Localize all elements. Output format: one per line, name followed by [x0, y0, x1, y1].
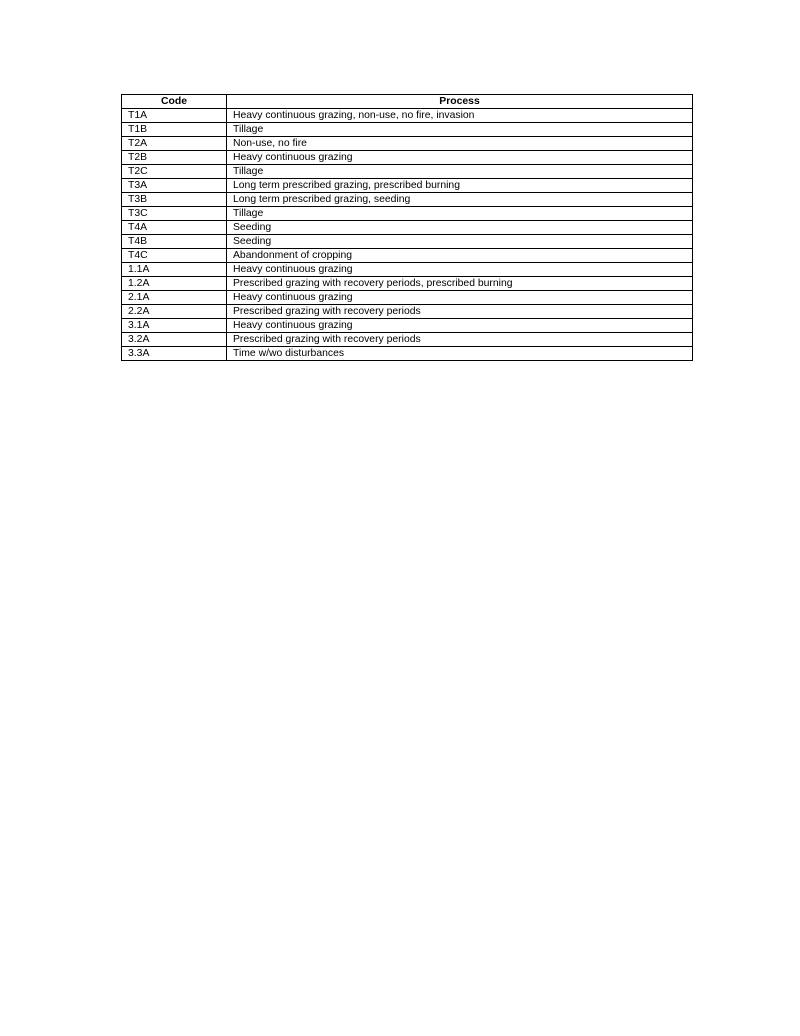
code-cell: T4C	[122, 249, 227, 263]
table-row	[122, 109, 693, 123]
code-cell: T2B	[122, 151, 227, 165]
code-cell: 2.2A	[122, 305, 227, 319]
code-cell: T2A	[122, 137, 227, 151]
process-cell: Tillage	[227, 207, 693, 221]
table-row	[122, 221, 693, 235]
table-row	[122, 193, 693, 207]
process-cell: Tillage	[227, 123, 693, 137]
process-table	[121, 94, 693, 361]
process-cell: Tillage	[227, 165, 693, 179]
process-cell: Abandonment of cropping	[227, 249, 693, 263]
table-row	[122, 249, 693, 263]
code-cell: T2C	[122, 165, 227, 179]
process-cell: Prescribed grazing with recovery periods, prescribed burning	[227, 277, 693, 291]
table-row	[122, 151, 693, 165]
process-cell: Heavy continuous grazing	[227, 263, 693, 277]
code-cell: T3A	[122, 179, 227, 193]
process-cell: Seeding	[227, 221, 693, 235]
code-cell: T1A	[122, 109, 227, 123]
table-row	[122, 179, 693, 193]
code-cell: 1.1A	[122, 263, 227, 277]
table-row	[122, 137, 693, 151]
code-cell: 3.3A	[122, 347, 227, 361]
table-row	[122, 291, 693, 305]
code-cell: 3.1A	[122, 319, 227, 333]
table-row	[122, 333, 693, 347]
code-cell: 1.2A	[122, 277, 227, 291]
process-cell: Non-use, no fire	[227, 137, 693, 151]
table-row	[122, 277, 693, 291]
process-cell: Heavy continuous grazing, non-use, no fire, invasion	[227, 109, 693, 123]
code-cell: T4B	[122, 235, 227, 249]
code-cell: T3C	[122, 207, 227, 221]
table-row	[122, 235, 693, 249]
code-cell: 3.2A	[122, 333, 227, 347]
table-row	[122, 123, 693, 137]
table-row	[122, 305, 693, 319]
process-cell: Prescribed grazing with recovery periods	[227, 333, 693, 347]
table-row	[122, 347, 693, 361]
table-row	[122, 165, 693, 179]
process-cell: Long term prescribed grazing, seeding	[227, 193, 693, 207]
process-cell: Time w/wo disturbances	[227, 347, 693, 361]
process-cell: Heavy continuous grazing	[227, 291, 693, 305]
code-cell: 2.1A	[122, 291, 227, 305]
code-cell: T3B	[122, 193, 227, 207]
process-cell: Long term prescribed grazing, prescribed burning	[227, 179, 693, 193]
process-cell: Seeding	[227, 235, 693, 249]
code-cell: T4A	[122, 221, 227, 235]
column-header-code: Code	[122, 95, 227, 109]
table-row	[122, 207, 693, 221]
process-cell: Prescribed grazing with recovery periods	[227, 305, 693, 319]
table-header-row	[122, 95, 693, 109]
table-row	[122, 319, 693, 333]
table-row	[122, 263, 693, 277]
code-cell: T1B	[122, 123, 227, 137]
process-cell: Heavy continuous grazing	[227, 319, 693, 333]
process-cell: Heavy continuous grazing	[227, 151, 693, 165]
column-header-process: Process	[227, 95, 693, 109]
